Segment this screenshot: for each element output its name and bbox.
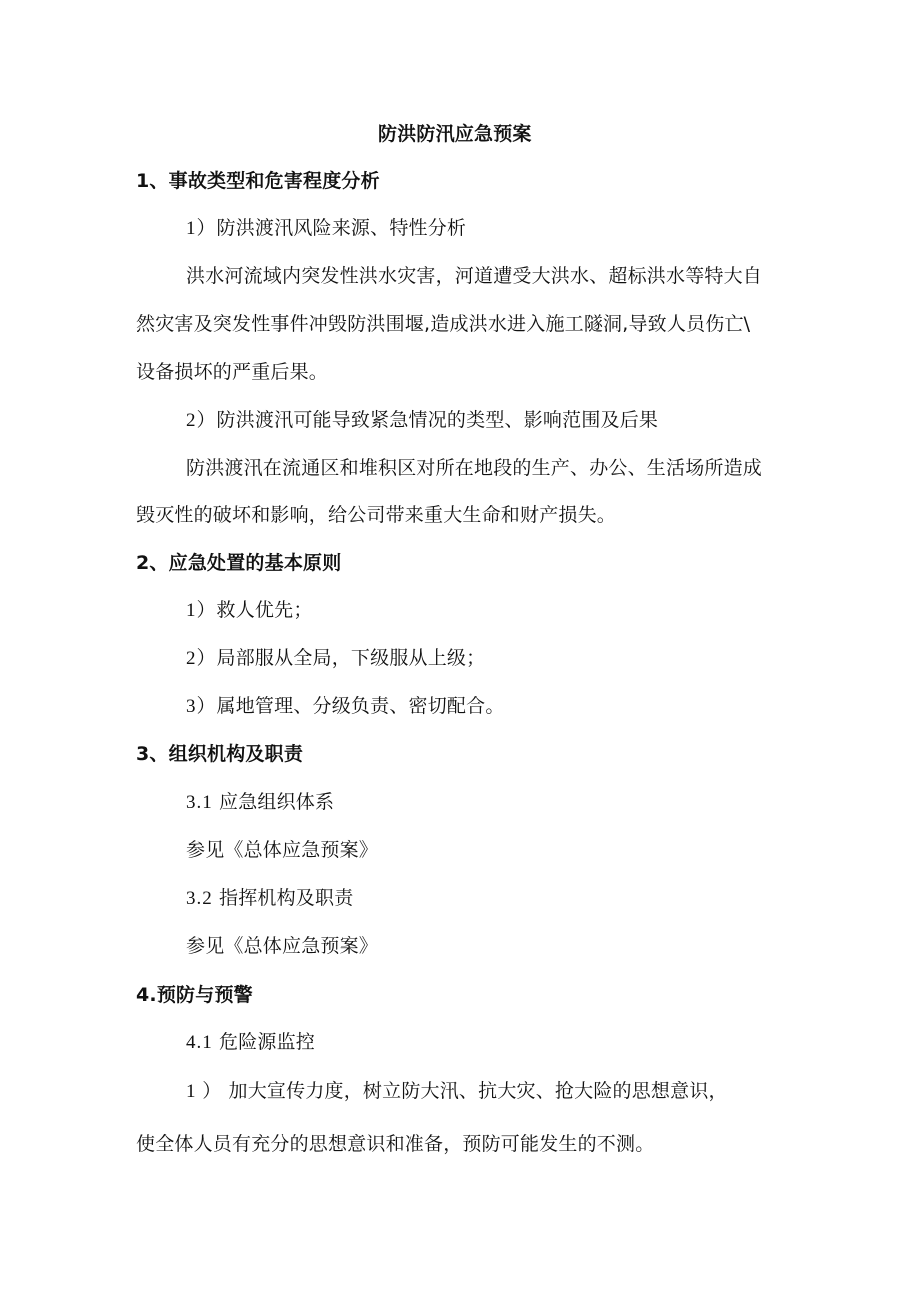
section-2-item-1-text: 救人优先； — [216, 599, 313, 621]
section-3-sub-2-reference: 参见《总体应急预案》 — [186, 935, 379, 957]
section-3-sub-2-number: 3.2 — [186, 888, 213, 909]
section-4-item-1 — [186, 1077, 728, 1106]
section-1-para-1-line-2: 然灾害及突发性事件冲毁防洪围堰,造成洪水进入施工隧洞,导致人员伤亡\ — [136, 313, 751, 335]
section-2-item-1-number: 1） — [186, 600, 217, 621]
section-1-para-2-line-1: 防洪渡汛在流通区和堆积区对所在地段的生产、办公、生活场所造成 — [186, 457, 763, 479]
section-3-sub-2 — [186, 884, 353, 913]
section-3-sub-1 — [186, 788, 334, 817]
section-3-sub-2-text: 指挥机构及职责 — [219, 887, 354, 909]
section-1-sub-1-number: 1） — [186, 218, 217, 239]
section-3-sub-1-reference: 参见《总体应急预案》 — [186, 839, 379, 861]
section-4-item-1-text: 加大宣传力度，树立防大汛、抗大灾、抢大险的思想意识， — [228, 1080, 728, 1102]
section-4-sub-1-text: 危险源监控 — [219, 1031, 316, 1053]
section-2-item-3-number: 3） — [186, 696, 217, 717]
section-2-heading: 2、应急处置的基本原则 — [136, 552, 342, 574]
section-1-sub-1-text: 防洪渡汛风险来源、特性分析 — [216, 217, 467, 239]
section-3-sub-1-text: 应急组织体系 — [219, 791, 335, 813]
section-2-item-2-text: 局部服从全局，下级服从上级； — [216, 647, 486, 669]
section-1-para-2-line-2: 毁灭性的破坏和影响，给公司带来重大生命和财产损失。 — [136, 504, 617, 526]
section-1-sub-2 — [186, 406, 658, 435]
page-title: 防洪防汛应急预案 — [378, 123, 532, 145]
section-1-para-1-line-1: 洪水河流域内突发性洪水灾害，河道遭受大洪水、超标洪水等特大自 — [186, 265, 763, 287]
section-2-item-2 — [186, 644, 485, 673]
section-1-sub-2-text: 防洪渡汛可能导致紧急情况的类型、影响范围及后果 — [216, 409, 659, 431]
section-3-heading: 3、组织机构及职责 — [136, 743, 304, 765]
section-2-item-3 — [186, 692, 505, 721]
section-2-item-1 — [186, 596, 313, 625]
section-2-item-2-number: 2） — [186, 648, 217, 669]
section-4-heading: 4.预防与预警 — [136, 984, 253, 1006]
section-3-sub-1-number: 3.1 — [186, 792, 213, 813]
section-4-sub-1-number: 4.1 — [186, 1032, 213, 1053]
section-1-heading: 1、事故类型和危害程度分析 — [136, 170, 380, 192]
section-1-sub-1 — [186, 214, 466, 243]
section-2-item-3-text: 属地管理、分级负责、密切配合。 — [216, 695, 505, 717]
section-4-sub-1 — [186, 1028, 315, 1057]
section-4-item-1-continuation: 使全体人员有充分的思想意识和准备，预防可能发生的不测。 — [136, 1133, 655, 1155]
section-4-item-1-number: 1 ） — [186, 1081, 223, 1102]
section-1-sub-2-number: 2） — [186, 410, 217, 431]
section-1-para-1-line-3: 设备损坏的严重后果。 — [136, 361, 329, 383]
